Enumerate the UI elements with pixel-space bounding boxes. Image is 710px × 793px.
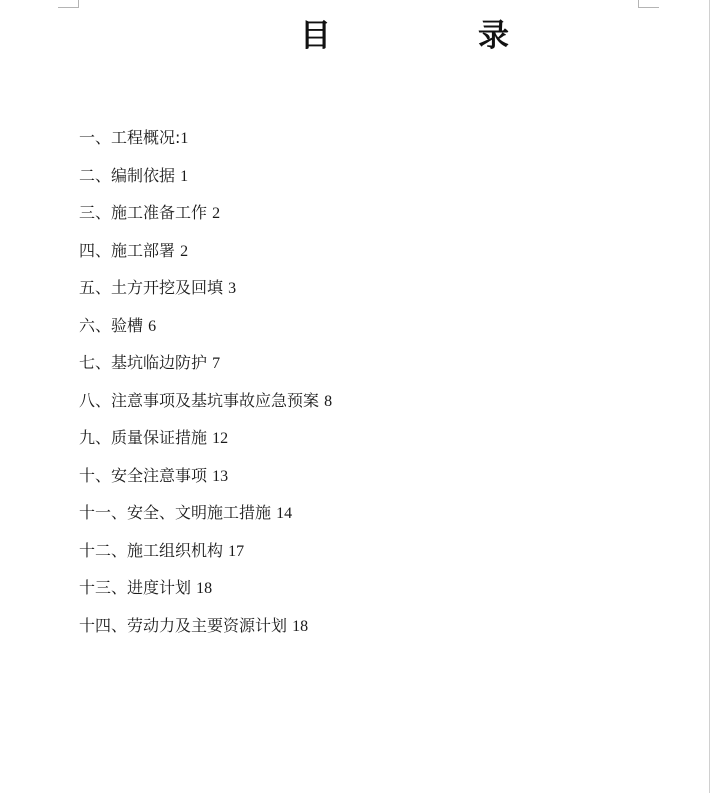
toc-entry[interactable]	[79, 388, 332, 426]
margin-corner-mark-left	[58, 0, 79, 8]
toc-entry-page: 6	[148, 317, 157, 335]
toc-entry-label: 十、安全注意事项	[79, 465, 208, 485]
toc-entry-label: 三、施工准备工作	[79, 203, 208, 222]
toc-list	[79, 125, 332, 650]
toc-entry-label: 一、工程概况:	[79, 128, 181, 147]
toc-entry-label: 十三、进度计划	[79, 578, 192, 597]
toc-entry-page: 3	[228, 280, 237, 297]
toc-title: 目 录	[300, 18, 567, 54]
toc-entry-label: 十一、安全、文明施工措施	[79, 503, 272, 522]
toc-entry[interactable]	[79, 238, 332, 276]
toc-entry[interactable]	[79, 350, 332, 388]
toc-entry[interactable]	[79, 613, 332, 651]
toc-entry-label: 二、编制依据	[79, 165, 176, 185]
toc-entry[interactable]	[79, 538, 332, 576]
toc-entry[interactable]	[79, 125, 332, 163]
toc-entry[interactable]	[79, 425, 332, 463]
toc-entry-label: 十二、施工组织机构	[79, 540, 224, 560]
toc-entry[interactable]	[79, 163, 332, 201]
toc-entry-label: 四、施工部署	[79, 240, 176, 260]
toc-entry-page: 18	[292, 617, 309, 635]
toc-entry-page: 7	[212, 355, 221, 372]
margin-corner-mark-right	[638, 0, 659, 8]
toc-entry[interactable]	[79, 200, 332, 238]
toc-entry-label: 五、土方开挖及回填	[79, 278, 224, 297]
toc-entry-page: 8	[324, 392, 333, 410]
toc-entry-label: 八、注意事项及基坑事故应急预案	[79, 390, 320, 410]
toc-entry-label: 十四、劳动力及主要资源计划	[79, 615, 288, 635]
toc-entry[interactable]	[79, 500, 332, 538]
toc-entry-label: 七、基坑临边防护	[79, 353, 208, 372]
toc-entry[interactable]	[79, 463, 332, 501]
toc-entry-label: 九、质量保证措施	[79, 428, 208, 447]
toc-entry-page: 2	[180, 242, 189, 260]
toc-entry-page: 18	[196, 580, 213, 597]
toc-entry-page: 14	[276, 505, 293, 522]
toc-entry-page: 2	[212, 205, 221, 222]
toc-entry-page: 1	[180, 130, 189, 147]
toc-entry[interactable]	[79, 275, 332, 313]
toc-entry-page: 12	[212, 430, 229, 447]
toc-entry-page: 13	[212, 467, 229, 485]
toc-entry-page: 17	[228, 542, 245, 560]
toc-entry[interactable]	[79, 575, 332, 613]
toc-entry-page: 1	[180, 167, 189, 185]
toc-entry-label: 六、验槽	[79, 315, 144, 335]
toc-entry[interactable]	[79, 313, 332, 351]
